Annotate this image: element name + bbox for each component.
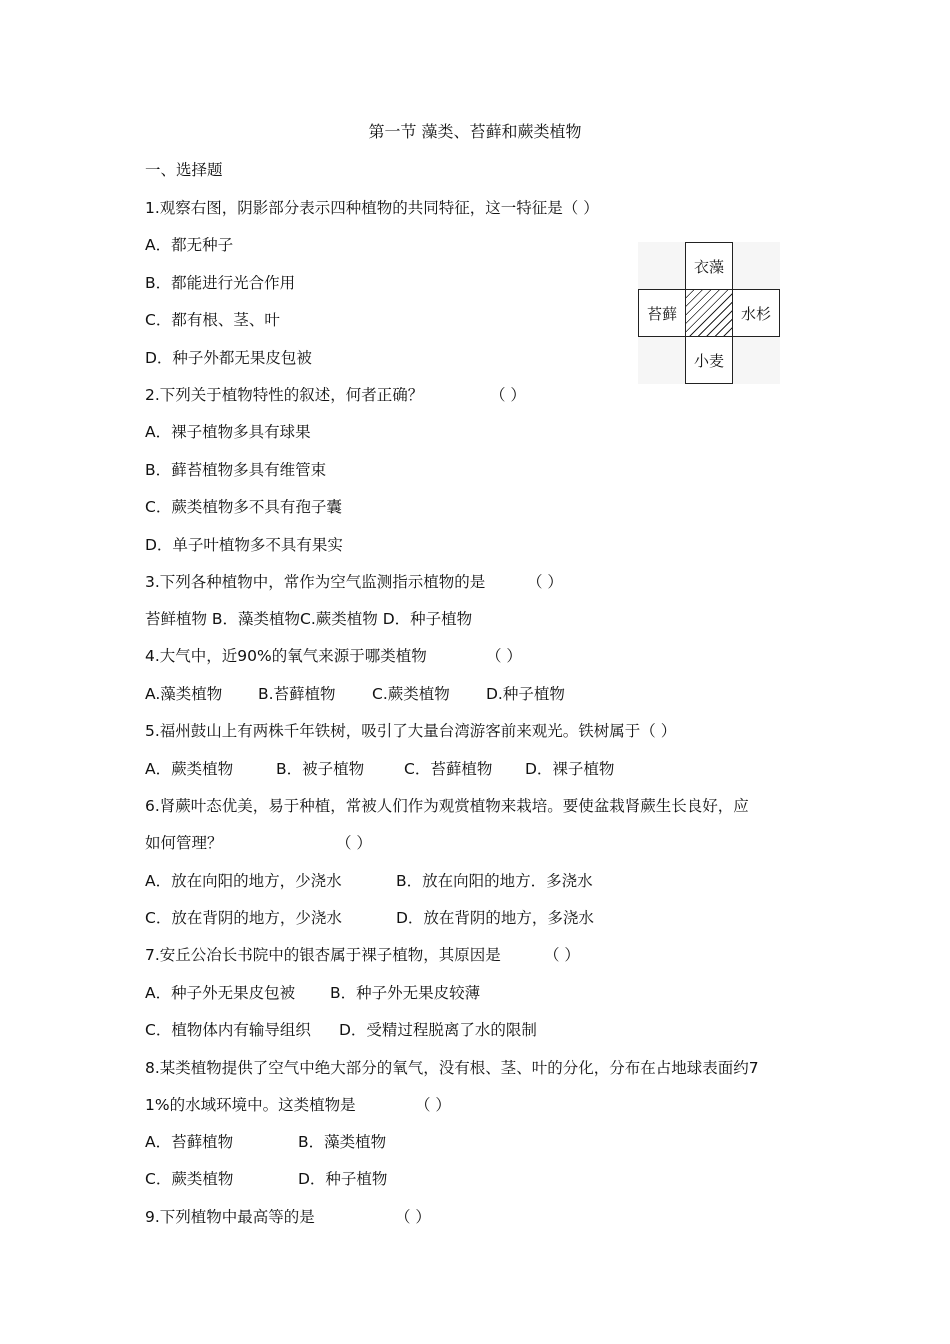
- q2-stem: 2.下列关于植物特性的叙述，何者正确？: [145, 386, 424, 404]
- q8-answer-paren: （ ）: [415, 1096, 451, 1114]
- q4-option-c: C.蕨类植物: [372, 685, 450, 703]
- q6-option-a: A．放在向阳的地方，少浇水: [145, 872, 342, 890]
- q5-option-b: B．被子植物: [276, 760, 365, 778]
- q6-stem-line2: [145, 832, 845, 854]
- q1-option-a: A．都无种子: [145, 236, 234, 254]
- q3-options: 苔鲜植物 B．藻类植物C.蕨类植物 D．种子植物: [145, 610, 473, 628]
- q5-option-c: C．苔藓植物: [404, 760, 493, 778]
- q4-answer-paren: （ ）: [486, 647, 522, 665]
- q7-options-row1: [145, 982, 845, 1004]
- q4-stem: 4.大气中，近90%的氧气来源于哪类植物: [145, 647, 427, 665]
- q7-stem-line: [145, 944, 845, 966]
- q9-stem-line: [145, 1206, 845, 1228]
- page-title: 第一节 藻类、苔藓和蕨类植物: [368, 122, 582, 141]
- diagram-cell-right: 水杉: [732, 289, 780, 337]
- q4-options: [145, 683, 845, 705]
- q6-option-d: D．放在背阴的地方，多浇水: [396, 909, 594, 927]
- q5-option-d: D．裸子植物: [525, 760, 615, 778]
- q2-stem-line: [145, 384, 845, 406]
- q6-options-row2: [145, 907, 845, 929]
- q6-option-c: C．放在背阴的地方，少浇水: [145, 909, 342, 927]
- q7-option-d: D．受精过程脱离了水的限制: [339, 1021, 537, 1039]
- q8-options-row2: [145, 1168, 845, 1190]
- q8-option-d: D．种子植物: [298, 1170, 388, 1188]
- q6-answer-paren: （ ）: [336, 834, 372, 852]
- q3-stem: 3.下列各种植物中，常作为空气监测指示植物的是: [145, 573, 486, 591]
- q2-option-b: B．藓苔植物多具有维管束: [145, 461, 327, 479]
- q7-option-b: B．种子外无果皮较薄: [330, 984, 481, 1002]
- q1-option-d: D．种子外都无果皮包被: [145, 349, 312, 367]
- diagram-cell-left: 苔藓: [638, 289, 686, 337]
- q8-stem-line1: 8.某类植物提供了空气中绝大部分的氧气，没有根、茎、叶的分化，分布在占地球表面约7: [145, 1059, 759, 1077]
- q2-option-c: C．蕨类植物多不具有孢子囊: [145, 498, 342, 516]
- q6-stem: 如何管理？: [145, 834, 223, 852]
- q8-option-c: C．蕨类植物: [145, 1170, 234, 1188]
- q7-options-row2: [145, 1019, 845, 1041]
- q1-stem: 1.观察右图，阴影部分表示四种植物的共同特征，这一特征是（ ）: [145, 199, 599, 217]
- q2-option-a: A．裸子植物多具有球果: [145, 423, 311, 441]
- q7-stem: 7.安丘公冶长书院中的银杏属于裸子植物，其原因是: [145, 946, 501, 964]
- section-heading: 一、选择题: [145, 161, 223, 179]
- q9-answer-paren: （ ）: [395, 1208, 431, 1226]
- diagram-shaded-center: [685, 289, 733, 337]
- q9-stem: 9.下列植物中最高等的是: [145, 1208, 315, 1226]
- q1-option-b: B．都能进行光合作用: [145, 274, 296, 292]
- diagram-cell-top: 衣藻: [685, 242, 733, 290]
- q6-options-row1: [145, 870, 845, 892]
- q8-option-b: B．藻类植物: [298, 1133, 387, 1151]
- q4-option-d: D.种子植物: [486, 685, 565, 703]
- q7-option-a: A．种子外无果皮包被: [145, 984, 296, 1002]
- q5-options: [145, 758, 845, 780]
- q5-option-a: A．蕨类植物: [145, 760, 234, 778]
- q6-option-b: B．放在向阳的地方．多浇水: [396, 872, 593, 890]
- q8-option-a: A．苔藓植物: [145, 1133, 234, 1151]
- q8-options-row1: [145, 1131, 845, 1153]
- diagram-cell-bottom: 小麦: [685, 336, 733, 384]
- q5-stem: 5.福州鼓山上有两株千年铁树，吸引了大量台湾游客前来观光。铁树属于（ ）: [145, 722, 677, 740]
- q7-answer-paren: （ ）: [544, 946, 580, 964]
- q4-stem-line: [145, 645, 845, 667]
- q7-option-c: C．植物体内有输导组织: [145, 1021, 311, 1039]
- q3-answer-paren: （ ）: [527, 573, 563, 591]
- q4-option-a: A.藻类植物: [145, 685, 223, 703]
- q2-option-d: D．单子叶植物多不具有果实: [145, 536, 343, 554]
- q1-option-c: C．都有根、茎、叶: [145, 311, 280, 329]
- q8-stem: 1%的水域环境中。这类植物是: [145, 1096, 356, 1114]
- q3-stem-line: [145, 571, 845, 593]
- q2-answer-paren: （ ）: [490, 386, 526, 404]
- q6-stem-line1: 6.肾蕨叶态优美，易于种植，常被人们作为观赏植物来栽培。要使盆栽肾蕨生长良好，应: [145, 797, 749, 815]
- q4-option-b: B.苔藓植物: [258, 685, 336, 703]
- q8-stem-line2: [145, 1094, 845, 1116]
- plant-feature-diagram: [638, 242, 780, 384]
